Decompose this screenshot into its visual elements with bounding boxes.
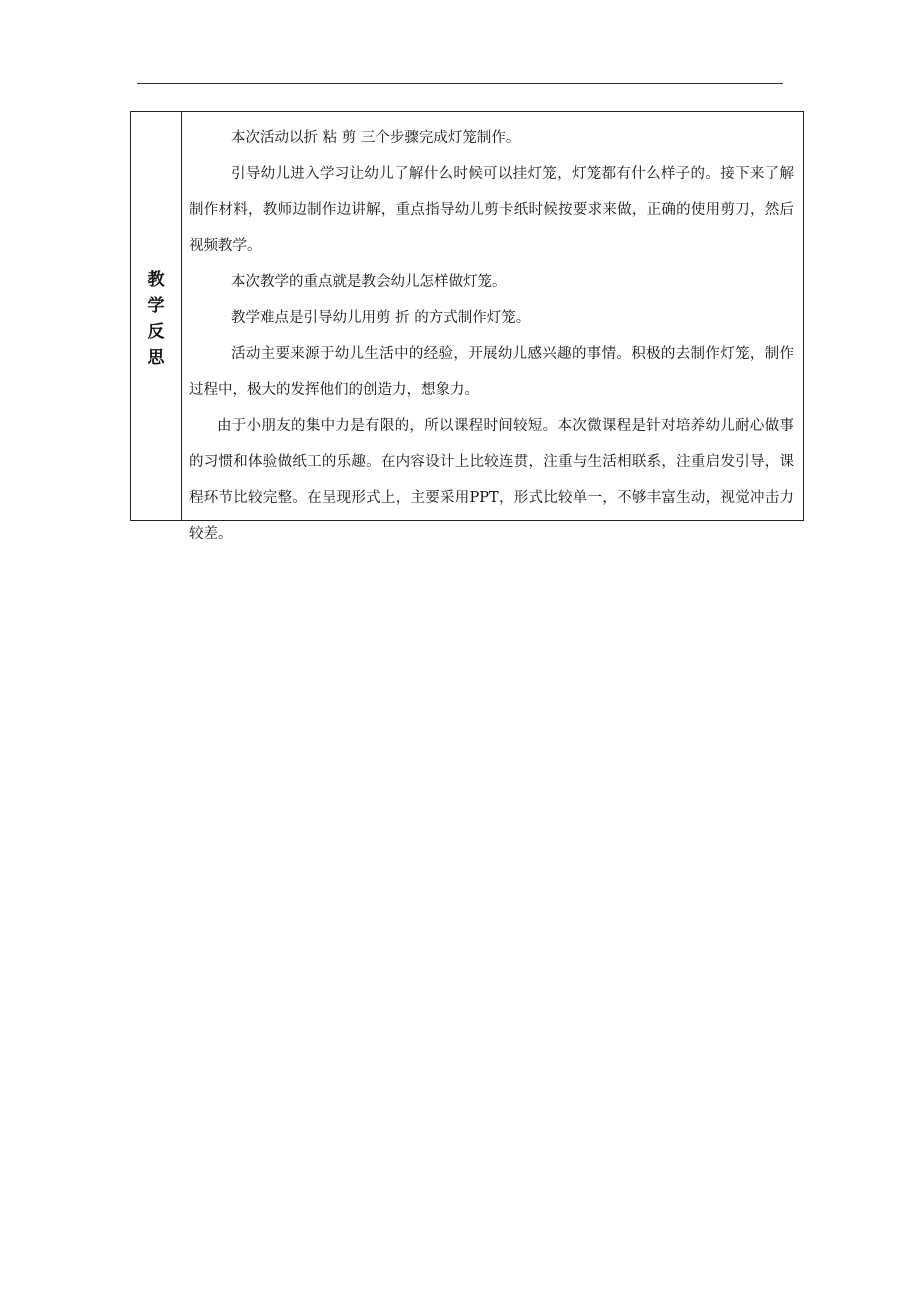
paragraph-summary: 由于小朋友的集中力是有限的，所以课程时间较短。本次微课程是针对培养幼儿耐心做事的习惯和体验做纸工的乐趣。在内容设计上比较连贯，注重与生活相联系，注重启发引导，课程环节比较完整。在呈现形式上，主要采用PPT，形式比较单一，不够丰富生动，视觉冲击力较差。 — [189, 418, 794, 542]
paragraph-key-point: 本次教学的重点就是教会幼儿怎样做灯笼。 — [231, 274, 507, 290]
section-label: 教学反思 — [147, 270, 165, 368]
label-cell — [131, 112, 182, 520]
paragraph-activity-source: 活动主要来源于幼儿生活中的经验，开展幼儿感兴趣的事情。积极的去制作灯笼，制作过程中，极大的发挥他们的创造力，想象力。 — [189, 346, 794, 398]
paragraph-difficulty: 教学难点是引导幼儿用剪 折 的方式制作灯笼。 — [231, 310, 531, 326]
reflection-table — [130, 111, 804, 542]
content-cell — [182, 112, 803, 542]
paragraph-guidance: 引导幼儿进入学习让幼儿了解什么时候可以挂灯笼，灯笼都有什么样子的。接下来了解制作材料，教师边制作边讲解，重点指导幼儿剪卡纸时候按要求来做，正确的使用剪刀，然后视频教学。 — [189, 166, 794, 254]
paragraph-activity-steps: 本次活动以折 粘 剪 三个步骤完成灯笼制作。 — [231, 130, 521, 146]
header-rule — [137, 83, 783, 84]
